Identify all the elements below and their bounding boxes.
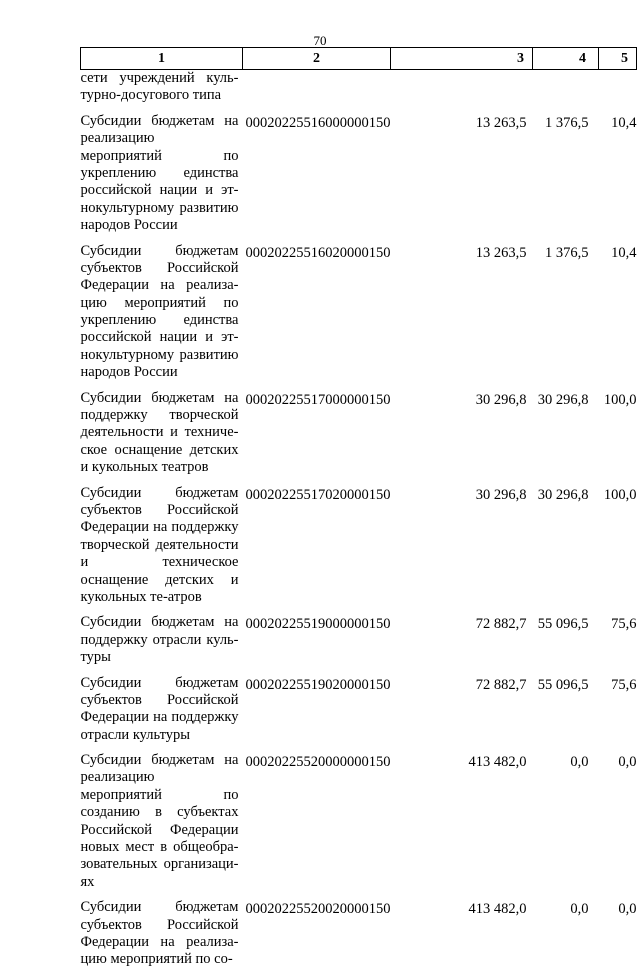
table-row — [81, 485, 637, 615]
page-number: 70 — [313, 33, 327, 48]
table-header-row — [81, 48, 637, 70]
table-row — [81, 390, 637, 485]
column-header-3: 3 — [391, 48, 533, 70]
row-planned: 413 482,0 — [468, 901, 527, 918]
row-actual: 30 296,8 — [537, 486, 589, 503]
row-code: 00020225516000000150 — [245, 114, 391, 131]
row-actual: 0,0 — [570, 754, 589, 771]
row-code: 00020225520020000150 — [245, 901, 391, 918]
table-row — [81, 752, 637, 899]
row-name: Субсидии бюджетам субъектов Российской Федерации на поддержку отрасли культуры — [80, 674, 239, 743]
row-code: 00020225520000000150 — [245, 754, 391, 771]
row-actual: 30 296,8 — [537, 391, 589, 408]
row-code — [243, 70, 391, 113]
row-planned: 72 882,7 — [475, 676, 527, 693]
row-percent: 100,0 — [603, 486, 637, 503]
row-code: 00020225517020000150 — [245, 486, 391, 503]
row-planned: 13 263,5 — [475, 114, 527, 131]
table-row — [81, 675, 637, 753]
row-percent: 75,6 — [611, 676, 637, 693]
row-name: Субсидии бюджетам на реализацию мероприятий по укреплению единства российской нации и эт-нокультурному развитию народов России — [80, 112, 239, 234]
row-actual: 0,0 — [570, 901, 589, 918]
table-row — [81, 113, 637, 243]
table-row — [81, 243, 637, 390]
row-planned: 72 882,7 — [475, 616, 527, 633]
row-percent: 0,0 — [618, 754, 637, 771]
row-percent — [599, 70, 637, 113]
row-name: Субсидии бюджетам на поддержку отрасли куль-туры — [80, 614, 239, 666]
row-planned: 30 296,8 — [475, 486, 527, 503]
row-name: Субсидии бюджетам на реализацию мероприятий по созданию в субъектах Российской Федерации новых мест в общеобра-зовательных организаци-ях — [80, 752, 239, 890]
row-actual: 55 096,5 — [537, 616, 589, 633]
row-planned: 413 482,0 — [468, 754, 527, 771]
row-planned: 30 296,8 — [475, 391, 527, 408]
row-name: Субсидии бюджетам субъектов Российской Федерации на поддержку творческой деятельности и техническое оснащение детских и кукольных те-атров — [80, 484, 239, 605]
table-row — [81, 70, 637, 113]
row-actual: 1 376,5 — [545, 114, 589, 131]
row-percent: 0,0 — [618, 901, 637, 918]
row-actual: 55 096,5 — [537, 676, 589, 693]
row-name: сети учреждений куль-турно-досугового типа — [80, 70, 239, 104]
row-code: 00020225519020000150 — [245, 676, 391, 693]
budget-table — [80, 47, 637, 977]
row-name: Субсидии бюджетам на поддержку творческой деятельности и техниче-ское оснащение детских и кукольных театров — [80, 389, 239, 476]
table-row — [81, 614, 637, 674]
row-code: 00020225517000000150 — [245, 391, 391, 408]
row-percent: 100,0 — [603, 391, 637, 408]
column-header-5: 5 — [599, 48, 637, 70]
table-row — [81, 899, 637, 977]
row-planned: 13 263,5 — [475, 244, 527, 261]
column-header-2: 2 — [243, 48, 391, 70]
row-name: Субсидии бюджетам субъектов Российской Федерации на реализа-цию мероприятий по со- — [80, 899, 239, 968]
column-header-1: 1 — [81, 48, 243, 70]
row-name: Субсидии бюджетам субъектов Российской Федерации на реализа-цию мероприятий по укреплению единства российской нации и эт-нокультурному развитию народов России — [80, 242, 239, 381]
row-percent: 10,4 — [611, 244, 637, 261]
row-percent: 75,6 — [611, 616, 637, 633]
row-actual: 1 376,5 — [545, 244, 589, 261]
row-code: 00020225516020000150 — [245, 244, 391, 261]
row-percent: 10,4 — [611, 114, 637, 131]
row-code: 00020225519000000150 — [245, 616, 391, 633]
column-header-4: 4 — [533, 48, 599, 70]
row-actual — [533, 70, 599, 113]
row-planned — [391, 70, 533, 113]
